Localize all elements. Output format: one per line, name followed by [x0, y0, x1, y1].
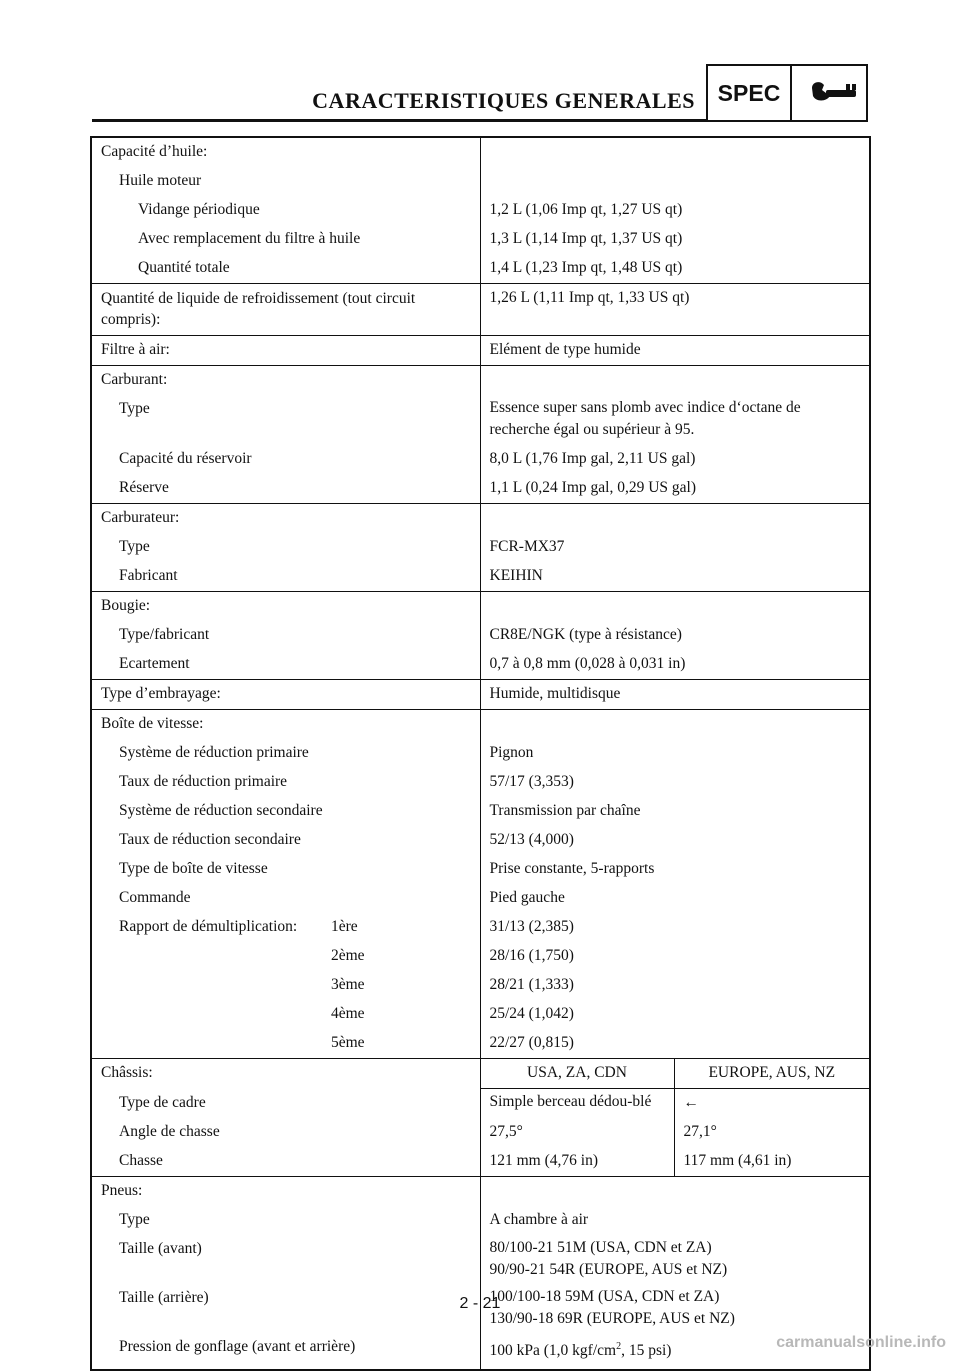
- spec-label-cell: Capacité du réservoir: [91, 445, 480, 474]
- spec-label-cell: Vidange périodique: [91, 196, 480, 225]
- gear-label: 3ème: [331, 976, 365, 993]
- spec-label-cell: Commande: [91, 884, 480, 913]
- table-row: [91, 592, 870, 622]
- table-row: [91, 797, 870, 826]
- table-row: [91, 1177, 870, 1207]
- chassis-col-a-header: USA, ZA, CDN: [480, 1059, 674, 1089]
- table-row: [91, 1206, 870, 1235]
- page-number: 2 - 21: [459, 1295, 501, 1312]
- table-row: [91, 650, 870, 680]
- front-size-value: [480, 1235, 870, 1284]
- tire-type-label: Type: [91, 1206, 480, 1235]
- table-row: [91, 1147, 870, 1177]
- tire-type-value: A chambre à air: [489, 1211, 589, 1228]
- wrench-icon: [806, 78, 858, 108]
- air-filter-label: Filtre à air:: [91, 336, 480, 366]
- table-row: [91, 826, 870, 855]
- spec-label-cell: Réserve: [91, 474, 480, 504]
- pressure-text: , 15 psi): [621, 1342, 672, 1360]
- spec-label-cell: Angle de chasse: [91, 1118, 480, 1147]
- spec-label-cell: Fabricant: [91, 562, 480, 592]
- ratio-label: Rapport de démultiplication:: [119, 918, 298, 935]
- front-size-line: 90/90-21 54R (EUROPE, AUS et NZ): [489, 1261, 728, 1278]
- spec-value-cell: Essence super sans plomb avec indice d‘octane de recherche égal ou supérieur à 95.: [489, 399, 801, 438]
- spec-value-cell: Pignon: [489, 744, 534, 761]
- chassis-col-b-header: EUROPE, AUS, NZ: [674, 1059, 870, 1089]
- table-row: [91, 533, 870, 562]
- spec-label-cell: Type de boîte de vitesse: [91, 855, 480, 884]
- spec-value-cell: CR8E/NGK (type à résistance): [489, 626, 682, 643]
- clutch-label: Type d’embrayage:: [91, 680, 480, 710]
- table-row: [91, 971, 870, 1000]
- gear-label: 1ère: [331, 918, 358, 935]
- front-size-label: Taille (avant): [91, 1235, 480, 1284]
- spec-value-cell: Pied gauche: [489, 889, 565, 906]
- air-filter-value: Elément de type humide: [480, 336, 870, 366]
- spec-value-cell: 27,1°: [683, 1123, 717, 1140]
- coolant-label: Quantité de liquide de refroidissement (tout circuit compris):: [91, 284, 480, 336]
- table-row: [91, 225, 870, 254]
- table-row: [91, 445, 870, 474]
- spec-value-cell: Simple berceau dédou-blé: [480, 1089, 674, 1119]
- spec-value-cell: 1,1 L (0,24 Imp gal, 0,29 US gal): [489, 479, 696, 496]
- table-row: [91, 137, 870, 167]
- spec-label-cell: Ecartement: [91, 650, 480, 680]
- table-row: [91, 395, 870, 445]
- oil-capacity-label: Capacité d’huile:: [91, 137, 480, 167]
- gear-label: 4ème: [331, 1005, 365, 1022]
- engine-oil-label: Huile moteur: [91, 167, 480, 196]
- spec-value-cell: ←: [683, 1094, 699, 1111]
- spec-label-cell: Chasse: [91, 1147, 480, 1177]
- table-row: [91, 1333, 870, 1370]
- spec-value-cell: 27,5°: [480, 1118, 674, 1147]
- gear-label: 2ème: [331, 947, 365, 964]
- spec-label-cell: Type: [91, 395, 480, 445]
- chassis-label: Châssis:: [91, 1059, 480, 1089]
- ratio-cell: [91, 971, 480, 1000]
- spec-value-cell: 31/13 (2,385): [489, 918, 574, 935]
- spec-value-cell: KEIHIN: [489, 567, 543, 584]
- spec-label-cell: Taux de réduction secondaire: [91, 826, 480, 855]
- spec-value-cell: 57/17 (3,353): [489, 773, 574, 790]
- spec-value-cell: 0,7 à 0,8 mm (0,028 à 0,031 in): [489, 655, 686, 672]
- table-row: [91, 366, 870, 396]
- spec-value-cell: 121 mm (4,76 in): [480, 1147, 674, 1177]
- rear-size-label: Taille (arrière): [91, 1284, 480, 1333]
- coolant-value: 1,26 L (1,11 Imp qt, 1,33 US qt): [480, 284, 870, 336]
- table-row: [91, 739, 870, 768]
- table-row: [91, 196, 870, 225]
- spec-value-cell: 117 mm (4,61 in): [683, 1152, 792, 1169]
- spec-value-cell: 22/27 (0,815): [489, 1034, 574, 1051]
- table-row: [91, 1059, 870, 1089]
- table-row: [91, 680, 870, 710]
- table-row: [91, 562, 870, 592]
- ratio-cell: [91, 1029, 480, 1059]
- pressure-text: 100 kPa (1,0 kgf/cm: [489, 1342, 617, 1360]
- spec-label-cell: Système de réduction primaire: [91, 739, 480, 768]
- watermark: carmanualsonline.info: [776, 1334, 946, 1351]
- table-row: [91, 621, 870, 650]
- table-row: [91, 1000, 870, 1029]
- ratio-cell: [91, 1000, 480, 1029]
- ratio-cell: [91, 913, 480, 942]
- spec-value-cell: 8,0 L (1,76 Imp gal, 2,11 US gal): [489, 450, 696, 467]
- spec-value-cell: Transmission par chaîne: [489, 802, 641, 819]
- table-row: [91, 336, 870, 366]
- table-row: [91, 1235, 870, 1284]
- spec-label-cell: Taux de réduction primaire: [91, 768, 480, 797]
- spec-value-cell: 25/24 (1,042): [489, 1005, 574, 1022]
- spec-label-cell: Quantité totale: [91, 254, 480, 284]
- carburetor-label: Carburateur:: [91, 504, 480, 534]
- spec-value-cell: FCR-MX37: [489, 538, 565, 555]
- spec-value-cell: 1,3 L (1,14 Imp qt, 1,37 US qt): [489, 230, 683, 247]
- page-title: CARACTERISTIQUES GENERALES: [312, 88, 695, 113]
- spec-value-cell: 52/13 (4,000): [489, 831, 574, 848]
- rear-size-line: 100/100-18 59M (USA, CDN et ZA): [489, 1288, 720, 1305]
- header-rule: [92, 119, 706, 122]
- table-row: [91, 768, 870, 797]
- table-row: [91, 1118, 870, 1147]
- front-size-line: 80/100-21 51M (USA, CDN et ZA): [489, 1239, 712, 1256]
- table-row: [91, 710, 870, 740]
- tires-label: Pneus:: [91, 1177, 480, 1207]
- spec-label-cell: Avec remplacement du filtre à huile: [91, 225, 480, 254]
- spec-label-cell: Type de cadre: [91, 1089, 480, 1119]
- table-row: [91, 942, 870, 971]
- spec-label: SPEC: [708, 66, 792, 120]
- spark-plug-label: Bougie:: [91, 592, 480, 622]
- table-row: [91, 1029, 870, 1059]
- spec-table: [90, 136, 871, 1371]
- table-row: [91, 504, 870, 534]
- pressure-sup: 2: [616, 1341, 622, 1352]
- page-header: [0, 0, 960, 130]
- table-row: [91, 254, 870, 284]
- clutch-value: Humide, multidisque: [480, 680, 870, 710]
- spec-label-cell: Système de réduction secondaire: [91, 797, 480, 826]
- fuel-label: Carburant:: [91, 366, 480, 396]
- spec-value-cell: 28/16 (1,750): [489, 947, 574, 964]
- spec-badge: [706, 64, 868, 122]
- table-row: [91, 1089, 870, 1119]
- table-row: [91, 474, 870, 504]
- table-row: [91, 855, 870, 884]
- table-row: [91, 167, 870, 196]
- gear-label: 5ème: [331, 1034, 365, 1051]
- ratio-cell: [91, 942, 480, 971]
- pressure-label: Pression de gonflage (avant et arrière): [91, 1333, 480, 1370]
- spec-value-cell: 1,2 L (1,06 Imp qt, 1,27 US qt): [489, 201, 683, 218]
- spec-label-cell: Type/fabricant: [91, 621, 480, 650]
- rear-size-line: 130/90-18 69R (EUROPE, AUS et NZ): [489, 1310, 735, 1327]
- spec-value-cell: 1,4 L (1,23 Imp qt, 1,48 US qt): [489, 259, 683, 276]
- table-row: [91, 284, 870, 336]
- spec-value-cell: Prise constante, 5-rapports: [489, 860, 655, 877]
- gearbox-label: Boîte de vitesse:: [91, 710, 480, 740]
- spec-label-cell: Type: [91, 533, 480, 562]
- table-row: [91, 884, 870, 913]
- table-row: [91, 913, 870, 942]
- spec-value-cell: 28/21 (1,333): [489, 976, 574, 993]
